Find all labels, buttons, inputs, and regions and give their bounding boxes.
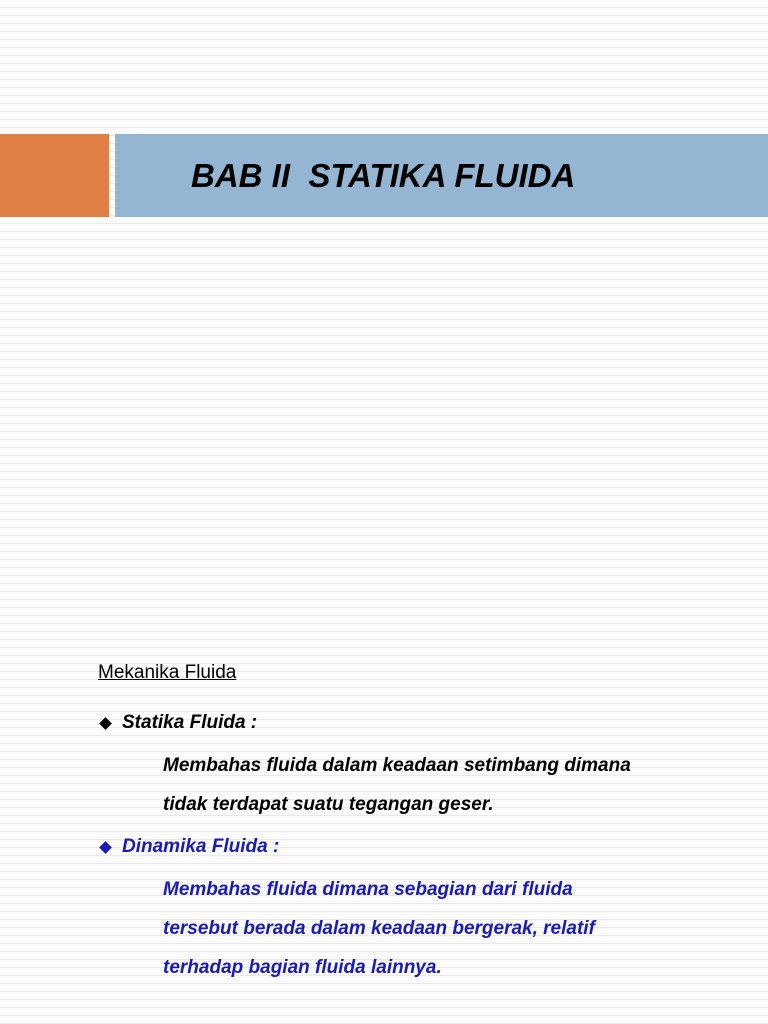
description-line: Membahas fluida dalam keadaan setimbang dimana xyxy=(163,755,631,776)
description-line: tidak terdapat suatu tegangan geser. xyxy=(163,794,494,815)
item-header xyxy=(98,708,738,738)
list-item-statika xyxy=(98,708,738,824)
slide-content xyxy=(98,658,738,995)
diamond-bullet-icon xyxy=(99,841,112,854)
diamond-bullet-icon xyxy=(99,717,112,730)
item-description xyxy=(163,870,738,987)
list-item-dinamika xyxy=(98,832,738,987)
description-line: tersebut berada dalam keadaan bergerak, relatif xyxy=(163,918,595,939)
description-line: Membahas fluida dimana sebagian dari fluida xyxy=(163,879,573,900)
item-label: Dinamika Fluida : xyxy=(122,836,280,857)
accent-block xyxy=(0,134,109,217)
description-line: terhadap bagian fluida lainnya. xyxy=(163,957,442,978)
item-label: Statika Fluida : xyxy=(122,712,258,733)
slide-title: BAB II STATIKA FLUIDA xyxy=(191,157,576,194)
title-bar xyxy=(115,134,768,217)
item-description xyxy=(163,746,738,824)
section-heading: Mekanika Fluida xyxy=(98,662,237,683)
item-header xyxy=(98,832,738,862)
